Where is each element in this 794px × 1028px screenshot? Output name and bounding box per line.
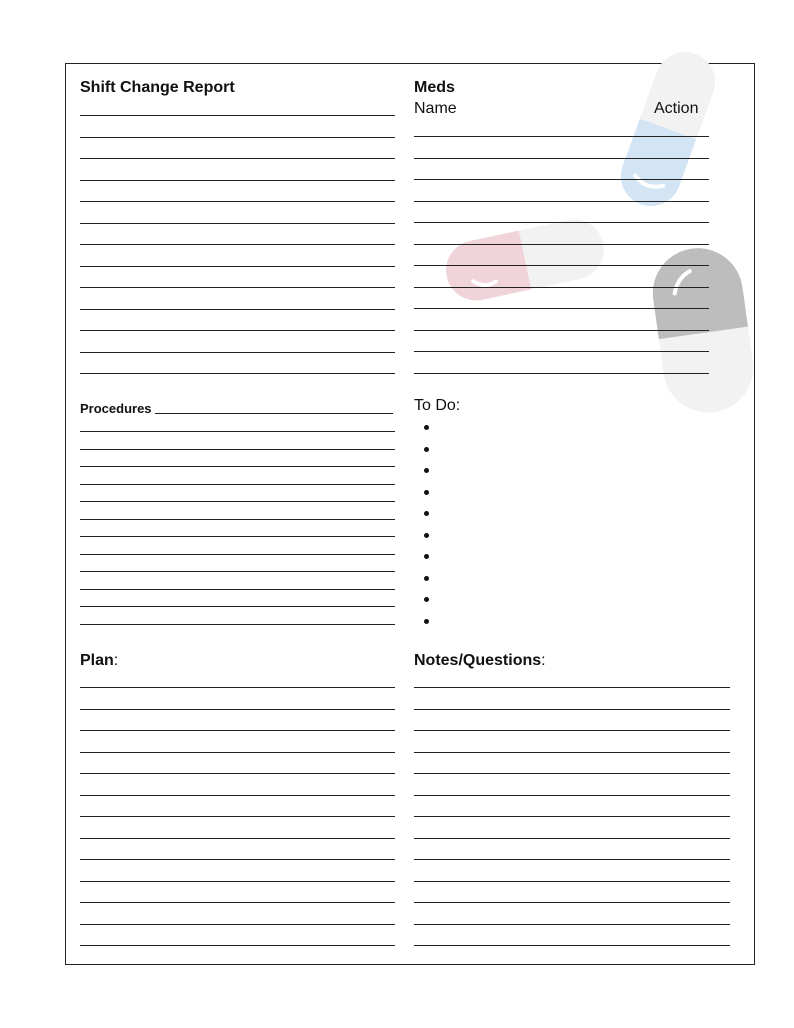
shift-report-title: Shift Change Report	[80, 79, 235, 96]
shift-report-line[interactable]	[80, 309, 395, 310]
shift-report-line[interactable]	[80, 244, 395, 245]
notes-line[interactable]	[414, 709, 730, 710]
todo-bullet	[424, 490, 429, 495]
todo-bullet	[424, 511, 429, 516]
notes-title-colon: :	[541, 652, 546, 669]
procedures-line[interactable]	[80, 519, 395, 520]
capsule-red-icon	[440, 200, 610, 320]
meds-line[interactable]	[414, 308, 709, 309]
shift-report-line[interactable]	[80, 137, 395, 138]
notes-line[interactable]	[414, 945, 730, 946]
capsule-blue-icon	[598, 44, 738, 214]
plan-title-text: Plan	[80, 652, 114, 669]
procedures-line[interactable]	[80, 449, 395, 450]
meds-line[interactable]	[414, 222, 709, 223]
meds-line[interactable]	[414, 351, 709, 352]
procedures-line[interactable]	[80, 466, 395, 467]
meds-line[interactable]	[414, 136, 709, 137]
todo-bullet	[424, 554, 429, 559]
todo-bullet	[424, 533, 429, 538]
todo-bullet	[424, 576, 429, 581]
shift-report-line[interactable]	[80, 223, 395, 224]
shift-report-line[interactable]	[80, 158, 395, 159]
procedures-line[interactable]	[80, 571, 395, 572]
meds-line[interactable]	[414, 373, 709, 374]
plan-title-colon: :	[113, 652, 119, 669]
procedures-title: Procedures	[80, 401, 152, 416]
meds-title: Meds	[414, 79, 455, 96]
plan-line[interactable]	[80, 838, 395, 839]
meds-line[interactable]	[414, 244, 709, 245]
shift-report-line[interactable]	[80, 115, 395, 116]
meds-line[interactable]	[414, 158, 709, 159]
plan-line[interactable]	[80, 881, 395, 882]
notes-line[interactable]	[414, 838, 730, 839]
procedures-line[interactable]	[80, 431, 395, 432]
notes-line[interactable]	[414, 881, 730, 882]
meds-line[interactable]	[414, 330, 709, 331]
meds-line[interactable]	[414, 287, 709, 288]
shift-report-line[interactable]	[80, 201, 395, 202]
notes-line[interactable]	[414, 859, 730, 860]
notes-line[interactable]	[414, 902, 730, 903]
todo-bullet	[424, 619, 429, 624]
meds-line[interactable]	[414, 265, 709, 266]
notes-line[interactable]	[414, 773, 730, 774]
shift-report-line[interactable]	[80, 330, 395, 331]
procedures-line[interactable]	[80, 484, 395, 485]
shift-report-line[interactable]	[80, 180, 395, 181]
notes-title	[414, 652, 546, 670]
plan-line[interactable]	[80, 816, 395, 817]
plan-line[interactable]	[80, 752, 395, 753]
procedures-line[interactable]	[80, 624, 395, 625]
procedures-line[interactable]	[80, 554, 395, 555]
todo-bullet	[424, 447, 429, 452]
shift-report-line[interactable]	[80, 266, 395, 267]
procedures-line[interactable]	[80, 536, 395, 537]
plan-line[interactable]	[80, 902, 395, 903]
plan-line[interactable]	[80, 945, 395, 946]
plan-line[interactable]	[80, 709, 395, 710]
meds-action-column-label: Action	[654, 100, 699, 117]
notes-line[interactable]	[414, 752, 730, 753]
notes-title-text: Notes/Questions	[414, 652, 542, 669]
notes-line[interactable]	[414, 687, 730, 688]
procedures-line[interactable]	[80, 501, 395, 502]
plan-line[interactable]	[80, 773, 395, 774]
procedures-line[interactable]	[80, 589, 395, 590]
notes-line[interactable]	[414, 816, 730, 817]
meds-name-column-label: Name	[414, 100, 457, 117]
meds-line[interactable]	[414, 179, 709, 180]
notes-line[interactable]	[414, 795, 730, 796]
shift-report-line[interactable]	[80, 373, 395, 374]
notes-line[interactable]	[414, 730, 730, 731]
todo-bullet	[424, 468, 429, 473]
plan-line[interactable]	[80, 795, 395, 796]
todo-bullet	[424, 597, 429, 602]
plan-line[interactable]	[80, 859, 395, 860]
plan-title	[80, 652, 118, 670]
meds-line[interactable]	[414, 201, 709, 202]
notes-line[interactable]	[414, 924, 730, 925]
plan-line[interactable]	[80, 687, 395, 688]
plan-line[interactable]	[80, 924, 395, 925]
shift-report-line[interactable]	[80, 287, 395, 288]
todo-bullet	[424, 425, 429, 430]
shift-report-line[interactable]	[80, 352, 395, 353]
plan-line[interactable]	[80, 730, 395, 731]
procedures-line[interactable]	[80, 606, 395, 607]
todo-title: To Do:	[414, 397, 461, 414]
procedures-line[interactable]	[155, 413, 393, 414]
